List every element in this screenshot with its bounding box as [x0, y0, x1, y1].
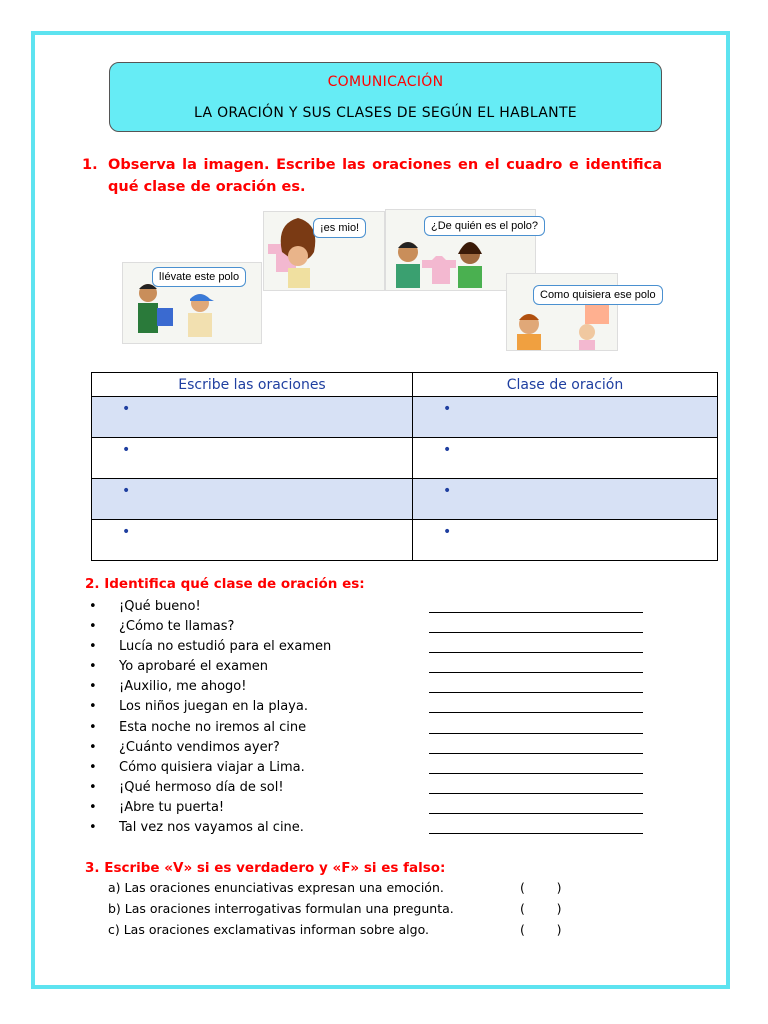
sentence-text: ¿Cómo te llamas?: [119, 619, 235, 635]
sentence-text: Lucía no estudió para el examen: [119, 639, 332, 655]
answer-line[interactable]: [429, 652, 643, 653]
sentence-text: ¡Qué hermoso día de sol!: [119, 779, 284, 795]
list-item: [89, 797, 649, 817]
bullet: •: [122, 483, 131, 499]
table-row: [92, 438, 718, 479]
answer-line[interactable]: [429, 692, 643, 693]
answer-line[interactable]: [429, 793, 643, 794]
column-header-type: Clase de oración: [413, 373, 718, 397]
question-1-number: 1.: [82, 157, 98, 173]
type-cell[interactable]: [413, 520, 718, 561]
bullet: •: [89, 799, 97, 815]
sentences-table: [91, 372, 718, 561]
answer-parentheses[interactable]: ( ): [520, 880, 562, 895]
sentence-text: Yo aprobaré el examen: [119, 659, 269, 675]
question-2-heading: 2. Identifica qué clase de oración es:: [85, 576, 365, 592]
table-row: [92, 397, 718, 438]
true-false-list: [108, 878, 588, 941]
answer-line[interactable]: [429, 833, 643, 834]
bullet: •: [443, 401, 452, 417]
list-item: [89, 596, 649, 616]
list-item: [89, 757, 649, 777]
speech-bubble-1: lIévate este polo: [152, 267, 246, 287]
answer-parentheses[interactable]: ( ): [520, 922, 562, 937]
table-row: [92, 520, 718, 561]
list-item: [89, 616, 649, 636]
list-item: [89, 676, 649, 696]
bullet: •: [443, 483, 452, 499]
title-box: [109, 62, 662, 132]
bullet: •: [89, 619, 97, 635]
type-cell[interactable]: [413, 438, 718, 479]
bullet: •: [122, 401, 131, 417]
type-cell[interactable]: [413, 397, 718, 438]
answer-line[interactable]: [429, 773, 643, 774]
sentence-text: ¿Cuánto vendimos ayer?: [119, 739, 280, 755]
type-cell[interactable]: [413, 479, 718, 520]
sentence-text: Esta noche no iremos al cine: [119, 719, 307, 735]
sentence-text: Cómo quisiera viajar a Lima.: [119, 759, 305, 775]
bullet: •: [89, 659, 97, 675]
sentence-cell[interactable]: [92, 520, 413, 561]
sentence-cell[interactable]: [92, 397, 413, 438]
bullet: •: [89, 779, 97, 795]
answer-line[interactable]: [429, 712, 643, 713]
bullet: •: [89, 719, 97, 735]
answer-line[interactable]: [429, 672, 643, 673]
question-1-text: Observa la imagen. Escribe las oraciones en el cuadro e identifica qué clase de oración es.: [108, 157, 662, 195]
column-header-sentences: Escribe las oraciones: [92, 373, 413, 397]
sentence-text: Los niños juegan en la playa.: [119, 699, 308, 715]
question-3-heading: 3. Escribe «V» si es verdadero y «F» si es falso:: [85, 860, 446, 876]
bullet: •: [122, 524, 131, 540]
bullet: •: [443, 524, 452, 540]
list-item: [108, 920, 588, 941]
sentence-cell[interactable]: [92, 438, 413, 479]
sentence-text: ¡Auxilio, me ahogo!: [119, 679, 247, 695]
answer-parentheses[interactable]: ( ): [520, 901, 562, 916]
answer-line[interactable]: [429, 733, 643, 734]
bullet: •: [89, 679, 97, 695]
statement-text: a) Las oraciones enunciativas expresan una emoción.: [108, 880, 444, 895]
bullet: •: [443, 442, 452, 458]
statement-text: c) Las oraciones exclamativas informan sobre algo.: [108, 922, 429, 937]
bullet: •: [89, 759, 97, 775]
bullet: •: [89, 739, 97, 755]
list-item: [89, 777, 649, 797]
table-row: [92, 479, 718, 520]
speech-bubble-2: ¡es mio!: [313, 218, 366, 238]
speech-bubble-4: Como quisiera ese polo: [533, 285, 663, 305]
list-item: [108, 878, 588, 899]
subject-title: COMUNICACIÓN: [327, 74, 444, 90]
list-item: [89, 696, 649, 716]
bullet: •: [89, 639, 97, 655]
answer-line[interactable]: [429, 753, 643, 754]
list-item: [89, 737, 649, 757]
bullet: •: [89, 599, 97, 614]
list-item: [89, 717, 649, 737]
statement-text: b) Las oraciones interrogativas formulan una pregunta.: [108, 901, 454, 916]
comic-illustration: [122, 205, 656, 355]
sentence-text: ¡Abre tu puerta!: [119, 799, 225, 815]
question-2-list: [89, 596, 649, 837]
bullet: •: [89, 699, 97, 715]
bullet: •: [122, 442, 131, 458]
worksheet-title: LA ORACIÓN Y SUS CLASES DE SEGÚN EL HABLANTE: [194, 105, 577, 121]
answer-line[interactable]: [429, 813, 643, 814]
answer-line[interactable]: [429, 612, 643, 613]
list-item: [89, 636, 649, 656]
speech-bubble-3: ¿De quién es el polo?: [424, 216, 545, 236]
list-item: [89, 817, 649, 837]
sentence-cell[interactable]: [92, 479, 413, 520]
sentence-text: Tal vez nos vayamos al cine.: [119, 820, 304, 836]
sentence-text: ¡Qué bueno!: [119, 599, 201, 614]
list-item: [89, 656, 649, 676]
bullet: •: [89, 820, 97, 836]
table-header-row: [92, 373, 718, 397]
answer-line[interactable]: [429, 632, 643, 633]
list-item: [108, 899, 588, 920]
